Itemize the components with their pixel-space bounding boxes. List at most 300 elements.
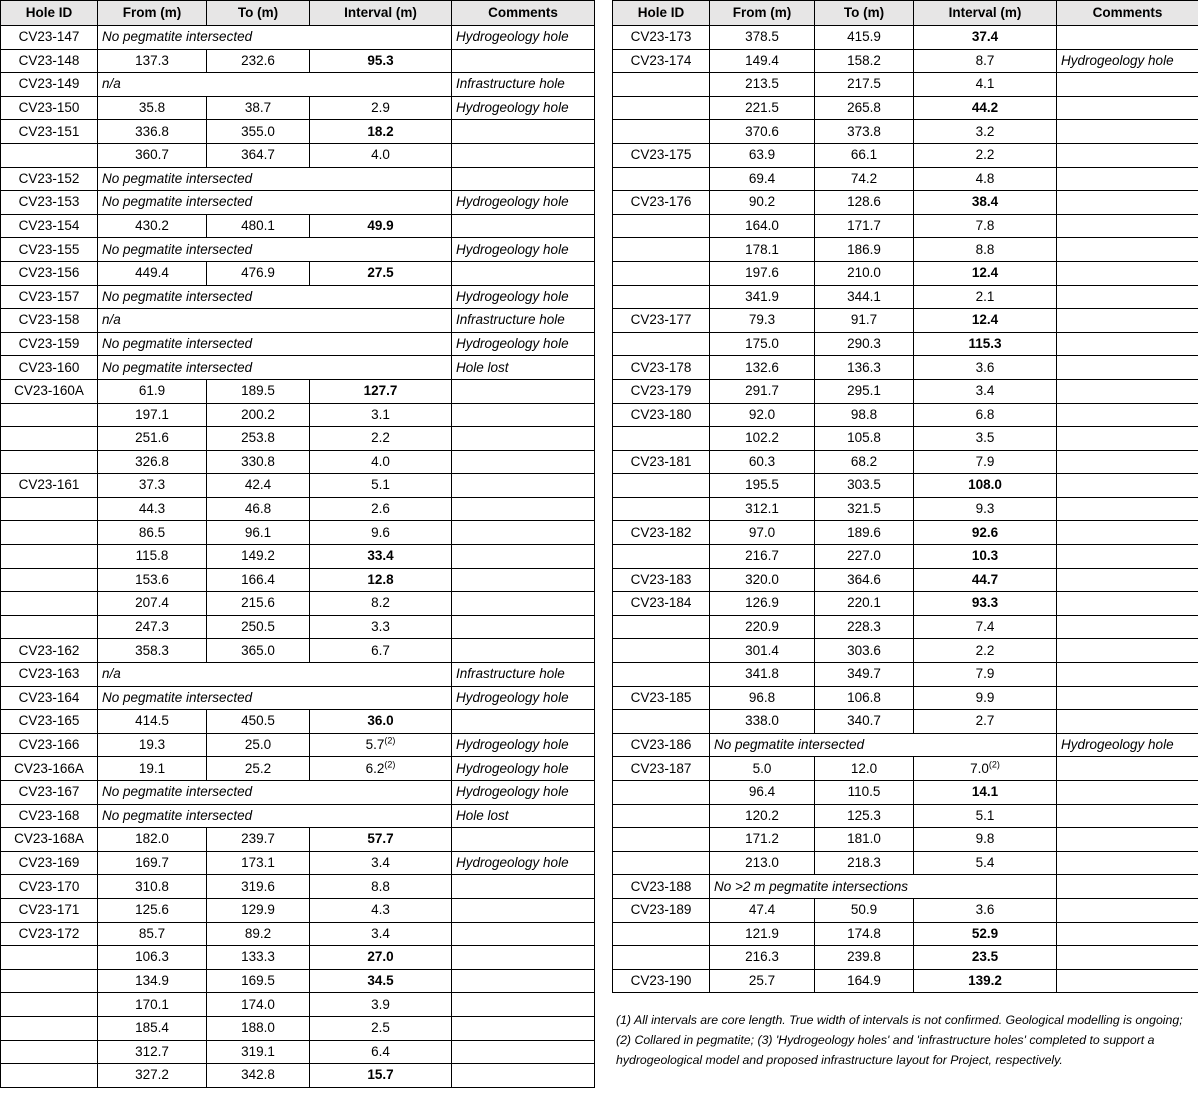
cell-to: 450.5: [207, 710, 310, 734]
cell-from: 132.6: [710, 356, 815, 380]
cell-comments: [452, 143, 595, 167]
cell-interval: 49.9: [310, 214, 452, 238]
cell-interval: 2.2: [310, 427, 452, 451]
cell-hole-id: [1, 592, 98, 616]
cell-to: 133.3: [207, 946, 310, 970]
cell-from: 326.8: [98, 450, 207, 474]
cell-comments: Hydrogeology hole: [452, 285, 595, 309]
cell-to: 265.8: [815, 96, 914, 120]
cell-to: 128.6: [815, 191, 914, 215]
cell-interval: 2.1: [914, 285, 1057, 309]
cell-from: 79.3: [710, 309, 815, 333]
cell-from: 378.5: [710, 26, 815, 50]
cell-to: 74.2: [815, 167, 914, 191]
cell-from: 251.6: [98, 427, 207, 451]
cell-interval: 5.4: [914, 851, 1057, 875]
cell-hole-id: [613, 922, 710, 946]
cell-comments: [452, 1040, 595, 1064]
cell-interval: 7.9: [914, 450, 1057, 474]
cell-comments: Infrastructure hole: [452, 73, 595, 97]
cell-hole-id: CV23-152: [1, 167, 98, 191]
cell-from: 19.1: [98, 757, 207, 781]
table-row: [1, 191, 595, 215]
table-row: [1, 828, 595, 852]
cell-from: 216.3: [710, 946, 815, 970]
table-row: [613, 120, 1198, 144]
cell-hole-id: [613, 946, 710, 970]
cell-from: 97.0: [710, 521, 815, 545]
cell-hole-id: CV23-175: [613, 143, 710, 167]
table-row: [613, 898, 1198, 922]
cell-from: 336.8: [98, 120, 207, 144]
cell-comments: Hydrogeology hole: [1057, 733, 1198, 757]
cell-comments: [452, 427, 595, 451]
cell-hole-id: CV23-153: [1, 191, 98, 215]
cell-hole-id: CV23-161: [1, 474, 98, 498]
cell-to: 46.8: [207, 497, 310, 521]
cell-comments: Hydrogeology hole: [452, 757, 595, 781]
cell-interval: 37.4: [914, 26, 1057, 50]
cell-interval: 115.3: [914, 332, 1057, 356]
cell-interval: 4.0: [310, 450, 452, 474]
cell-interval: 5.1: [310, 474, 452, 498]
cell-interval: 92.6: [914, 521, 1057, 545]
cell-to: 228.3: [815, 615, 914, 639]
table-row: [613, 521, 1198, 545]
table-row: [1, 969, 595, 993]
cell-to: 321.5: [815, 497, 914, 521]
cell-comments: Hydrogeology hole: [1057, 49, 1198, 73]
cell-to: 96.1: [207, 521, 310, 545]
cell-comments: [1057, 96, 1198, 120]
cell-hole-id: CV23-174: [613, 49, 710, 73]
table-row: [613, 191, 1198, 215]
column-header-interval: Interval (m): [310, 1, 452, 26]
cell-comments: Hydrogeology hole: [452, 781, 595, 805]
cell-hole-id: CV23-166: [1, 733, 98, 757]
cell-comments: [452, 474, 595, 498]
cell-comments: [1057, 497, 1198, 521]
cell-from: 37.3: [98, 474, 207, 498]
cell-comments: [452, 875, 595, 899]
cell-hole-id: CV23-180: [613, 403, 710, 427]
table-row: [613, 615, 1198, 639]
cell-interval: 127.7: [310, 379, 452, 403]
cell-from: 126.9: [710, 592, 815, 616]
cell-to: 50.9: [815, 898, 914, 922]
cell-comments: [1057, 167, 1198, 191]
cell-comments: [452, 521, 595, 545]
cell-hole-id: CV23-159: [1, 332, 98, 356]
cell-interval: 6.8: [914, 403, 1057, 427]
cell-hole-id: [613, 73, 710, 97]
cell-to: 110.5: [815, 781, 914, 805]
cell-hole-id: [613, 474, 710, 498]
cell-comments: [1057, 73, 1198, 97]
table-row: [613, 969, 1198, 993]
cell-hole-id: [1, 403, 98, 427]
cell-comments: [452, 261, 595, 285]
table-row: [613, 143, 1198, 167]
cell-from: 90.2: [710, 191, 815, 215]
table-row: [613, 73, 1198, 97]
table-row: [1, 214, 595, 238]
cell-to: 66.1: [815, 143, 914, 167]
cell-hole-id: CV23-162: [1, 639, 98, 663]
cell-comments: Hole lost: [452, 356, 595, 380]
cell-to: 303.6: [815, 639, 914, 663]
cell-from: 213.0: [710, 851, 815, 875]
header-row: [613, 1, 1198, 26]
column-header-from: From (m): [98, 1, 207, 26]
footnote-marker: (2): [384, 735, 396, 746]
cell-interval: 8.8: [914, 238, 1057, 262]
cell-hole-id: [1, 1064, 98, 1088]
cell-from: 25.7: [710, 969, 815, 993]
cell-hole-id: [613, 710, 710, 734]
cell-interval: 4.1: [914, 73, 1057, 97]
cell-hole-id: CV23-179: [613, 379, 710, 403]
cell-from: 449.4: [98, 261, 207, 285]
cell-comments: [1057, 757, 1198, 781]
cell-from: 86.5: [98, 521, 207, 545]
cell-from: 360.7: [98, 143, 207, 167]
cell-from: 341.9: [710, 285, 815, 309]
cell-interval: 8.7: [914, 49, 1057, 73]
cell-from: 178.1: [710, 238, 815, 262]
cell-interval: 7.9: [914, 663, 1057, 687]
cell-note: No pegmatite intersected: [98, 26, 452, 50]
cell-hole-id: [1, 521, 98, 545]
cell-from: 170.1: [98, 993, 207, 1017]
footnote-marker: (2): [988, 759, 1000, 770]
table-row: [1, 1064, 595, 1088]
table-row: [1, 946, 595, 970]
cell-comments: [452, 497, 595, 521]
cell-from: 320.0: [710, 568, 815, 592]
table-row: [1, 922, 595, 946]
cell-comments: [452, 120, 595, 144]
cell-comments: [452, 946, 595, 970]
table-row: [1, 592, 595, 616]
cell-hole-id: [613, 781, 710, 805]
table-row: [613, 663, 1198, 687]
cell-comments: [1057, 356, 1198, 380]
table-row: [1, 143, 595, 167]
table-row: [613, 96, 1198, 120]
cell-from: 44.3: [98, 497, 207, 521]
cell-hole-id: CV23-177: [613, 309, 710, 333]
cell-hole-id: CV23-166A: [1, 757, 98, 781]
cell-note: No pegmatite intersected: [98, 332, 452, 356]
cell-interval: 10.3: [914, 545, 1057, 569]
cell-comments: Hydrogeology hole: [452, 332, 595, 356]
table-row: [1, 26, 595, 50]
cell-note: No pegmatite intersected: [98, 167, 452, 191]
cell-hole-id: [613, 167, 710, 191]
cell-from: 115.8: [98, 545, 207, 569]
cell-interval: 3.5: [914, 427, 1057, 451]
table-row: [1, 781, 595, 805]
table-row: [613, 450, 1198, 474]
column-header-to: To (m): [207, 1, 310, 26]
cell-comments: [1057, 120, 1198, 144]
cell-to: 169.5: [207, 969, 310, 993]
cell-interval: 15.7: [310, 1064, 452, 1088]
cell-interval: 3.3: [310, 615, 452, 639]
cell-hole-id: [613, 639, 710, 663]
table-row: [613, 497, 1198, 521]
table-row: [613, 804, 1198, 828]
cell-comments: [1057, 450, 1198, 474]
cell-from: 175.0: [710, 332, 815, 356]
cell-note: n/a: [98, 73, 452, 97]
cell-interval: 4.0: [310, 143, 452, 167]
cell-comments: Infrastructure hole: [452, 663, 595, 687]
cell-comments: [452, 403, 595, 427]
cell-interval: 2.5: [310, 1016, 452, 1040]
cell-interval: 38.4: [914, 191, 1057, 215]
cell-to: 340.7: [815, 710, 914, 734]
cell-interval: 14.1: [914, 781, 1057, 805]
cell-to: 217.5: [815, 73, 914, 97]
cell-from: 96.4: [710, 781, 815, 805]
cell-comments: [452, 922, 595, 946]
cell-comments: [452, 898, 595, 922]
cell-interval: 27.0: [310, 946, 452, 970]
table-header-left: [1, 1, 595, 26]
table-row: [1, 309, 595, 333]
cell-comments: [452, 167, 595, 191]
cell-to: 210.0: [815, 261, 914, 285]
cell-hole-id: CV23-163: [1, 663, 98, 687]
footnote-marker: (2): [384, 759, 396, 770]
cell-hole-id: CV23-150: [1, 96, 98, 120]
cell-hole-id: [613, 615, 710, 639]
cell-note: No pegmatite intersected: [98, 781, 452, 805]
cell-from: 310.8: [98, 875, 207, 899]
cell-hole-id: CV23-182: [613, 521, 710, 545]
table-row: [613, 427, 1198, 451]
cell-comments: [452, 545, 595, 569]
cell-comments: [1057, 686, 1198, 710]
table-body-right: [613, 26, 1198, 993]
cell-hole-id: [613, 285, 710, 309]
cell-comments: [1057, 568, 1198, 592]
cell-to: 98.8: [815, 403, 914, 427]
table-row: [1, 49, 595, 73]
cell-interval: 12.4: [914, 309, 1057, 333]
cell-interval: 44.7: [914, 568, 1057, 592]
cell-interval: 139.2: [914, 969, 1057, 993]
cell-from: 106.3: [98, 946, 207, 970]
cell-from: 341.8: [710, 663, 815, 687]
cell-interval: 7.4: [914, 615, 1057, 639]
cell-to: 106.8: [815, 686, 914, 710]
cell-hole-id: CV23-149: [1, 73, 98, 97]
cell-hole-id: [613, 427, 710, 451]
table-row: [613, 875, 1198, 899]
cell-hole-id: [613, 828, 710, 852]
cell-to: 303.5: [815, 474, 914, 498]
cell-interval: 4.8: [914, 167, 1057, 191]
table-row: [1, 450, 595, 474]
table-row: [1, 120, 595, 144]
cell-hole-id: [1, 450, 98, 474]
cell-interval: 3.2: [914, 120, 1057, 144]
cell-from: 149.4: [710, 49, 815, 73]
table-row: [613, 757, 1198, 781]
cell-comments: [1057, 545, 1198, 569]
cell-hole-id: CV23-148: [1, 49, 98, 73]
cell-from: 121.9: [710, 922, 815, 946]
cell-to: 239.8: [815, 946, 914, 970]
table-row: [1, 497, 595, 521]
cell-to: 12.0: [815, 757, 914, 781]
cell-to: 330.8: [207, 450, 310, 474]
table-row: [1, 993, 595, 1017]
cell-interval: 2.2: [914, 639, 1057, 663]
cell-to: 164.9: [815, 969, 914, 993]
cell-comments: [1057, 26, 1198, 50]
table-header-right: [613, 1, 1198, 26]
cell-from: 120.2: [710, 804, 815, 828]
table-row: [613, 309, 1198, 333]
cell-comments: [1057, 403, 1198, 427]
cell-comments: Infrastructure hole: [452, 309, 595, 333]
cell-interval: 44.2: [914, 96, 1057, 120]
column-header-comments: Comments: [1057, 1, 1198, 26]
cell-from: 338.0: [710, 710, 815, 734]
cell-comments: [1057, 710, 1198, 734]
cell-comments: Hole lost: [452, 804, 595, 828]
cell-note: No pegmatite intersected: [98, 356, 452, 380]
cell-hole-id: CV23-170: [1, 875, 98, 899]
table-row: [613, 49, 1198, 73]
cell-comments: [1057, 143, 1198, 167]
cell-hole-id: CV23-172: [1, 922, 98, 946]
cell-to: 173.1: [207, 851, 310, 875]
cell-comments: [1057, 238, 1198, 262]
cell-hole-id: CV23-183: [613, 568, 710, 592]
cell-comments: [452, 1064, 595, 1088]
table-row: [613, 403, 1198, 427]
cell-from: 301.4: [710, 639, 815, 663]
cell-hole-id: CV23-157: [1, 285, 98, 309]
cell-to: 480.1: [207, 214, 310, 238]
table-body-left: [1, 26, 595, 1088]
cell-to: 295.1: [815, 379, 914, 403]
cell-hole-id: CV23-164: [1, 686, 98, 710]
cell-comments: [1057, 946, 1198, 970]
cell-from: 85.7: [98, 922, 207, 946]
cell-interval: 8.2: [310, 592, 452, 616]
cell-to: 342.8: [207, 1064, 310, 1088]
cell-hole-id: [1, 946, 98, 970]
cell-to: 171.7: [815, 214, 914, 238]
cell-interval: 8.8: [310, 875, 452, 899]
table-row: [1, 379, 595, 403]
drill-results-table-right: [612, 0, 1198, 993]
cell-from: 216.7: [710, 545, 815, 569]
cell-to: 189.6: [815, 521, 914, 545]
cell-comments: [1057, 898, 1198, 922]
cell-to: 125.3: [815, 804, 914, 828]
cell-to: 188.0: [207, 1016, 310, 1040]
cell-from: 92.0: [710, 403, 815, 427]
cell-from: 153.6: [98, 568, 207, 592]
cell-hole-id: CV23-178: [613, 356, 710, 380]
table-row: [1, 167, 595, 191]
table-row: [1, 639, 595, 663]
cell-hole-id: CV23-155: [1, 238, 98, 262]
table-row: [613, 592, 1198, 616]
cell-to: 250.5: [207, 615, 310, 639]
cell-comments: [452, 214, 595, 238]
table-row: [1, 427, 595, 451]
cell-interval: 7.8: [914, 214, 1057, 238]
cell-hole-id: CV23-168: [1, 804, 98, 828]
cell-to: 166.4: [207, 568, 310, 592]
cell-to: 25.0: [207, 733, 310, 757]
table-row: [613, 686, 1198, 710]
cell-from: 197.6: [710, 261, 815, 285]
header-row: [1, 1, 595, 26]
cell-comments: [452, 1016, 595, 1040]
cell-to: 215.6: [207, 592, 310, 616]
cell-to: 136.3: [815, 356, 914, 380]
cell-from: 169.7: [98, 851, 207, 875]
cell-from: 134.9: [98, 969, 207, 993]
cell-interval: 5.7$^{(2)}$: [310, 733, 452, 757]
cell-from: 195.5: [710, 474, 815, 498]
cell-comments: [452, 969, 595, 993]
cell-comments: [452, 49, 595, 73]
table-row: [1, 710, 595, 734]
cell-comments: [1057, 922, 1198, 946]
cell-from: 197.1: [98, 403, 207, 427]
cell-to: 239.7: [207, 828, 310, 852]
cell-to: 373.8: [815, 120, 914, 144]
cell-comments: [452, 615, 595, 639]
cell-hole-id: CV23-167: [1, 781, 98, 805]
cell-hole-id: [1, 993, 98, 1017]
cell-comments: Hydrogeology hole: [452, 191, 595, 215]
cell-comments: [1057, 615, 1198, 639]
cell-to: 232.6: [207, 49, 310, 73]
table-row: [1, 73, 595, 97]
cell-comments: [1057, 851, 1198, 875]
cell-interval: 3.6: [914, 898, 1057, 922]
cell-note: No pegmatite intersected: [98, 238, 452, 262]
table-row: [1, 804, 595, 828]
cell-hole-id: CV23-168A: [1, 828, 98, 852]
cell-interval: 3.6: [914, 356, 1057, 380]
cell-from: 96.8: [710, 686, 815, 710]
cell-comments: [452, 710, 595, 734]
cell-interval: 4.3: [310, 898, 452, 922]
cell-to: 186.9: [815, 238, 914, 262]
cell-to: 319.6: [207, 875, 310, 899]
cell-to: 290.3: [815, 332, 914, 356]
drill-table-left-wrapper: [0, 0, 594, 1088]
cell-hole-id: [613, 663, 710, 687]
cell-from: 61.9: [98, 379, 207, 403]
column-header-hole-id: Hole ID: [613, 1, 710, 26]
cell-from: 60.3: [710, 450, 815, 474]
cell-hole-id: [1, 1040, 98, 1064]
cell-from: 63.9: [710, 143, 815, 167]
